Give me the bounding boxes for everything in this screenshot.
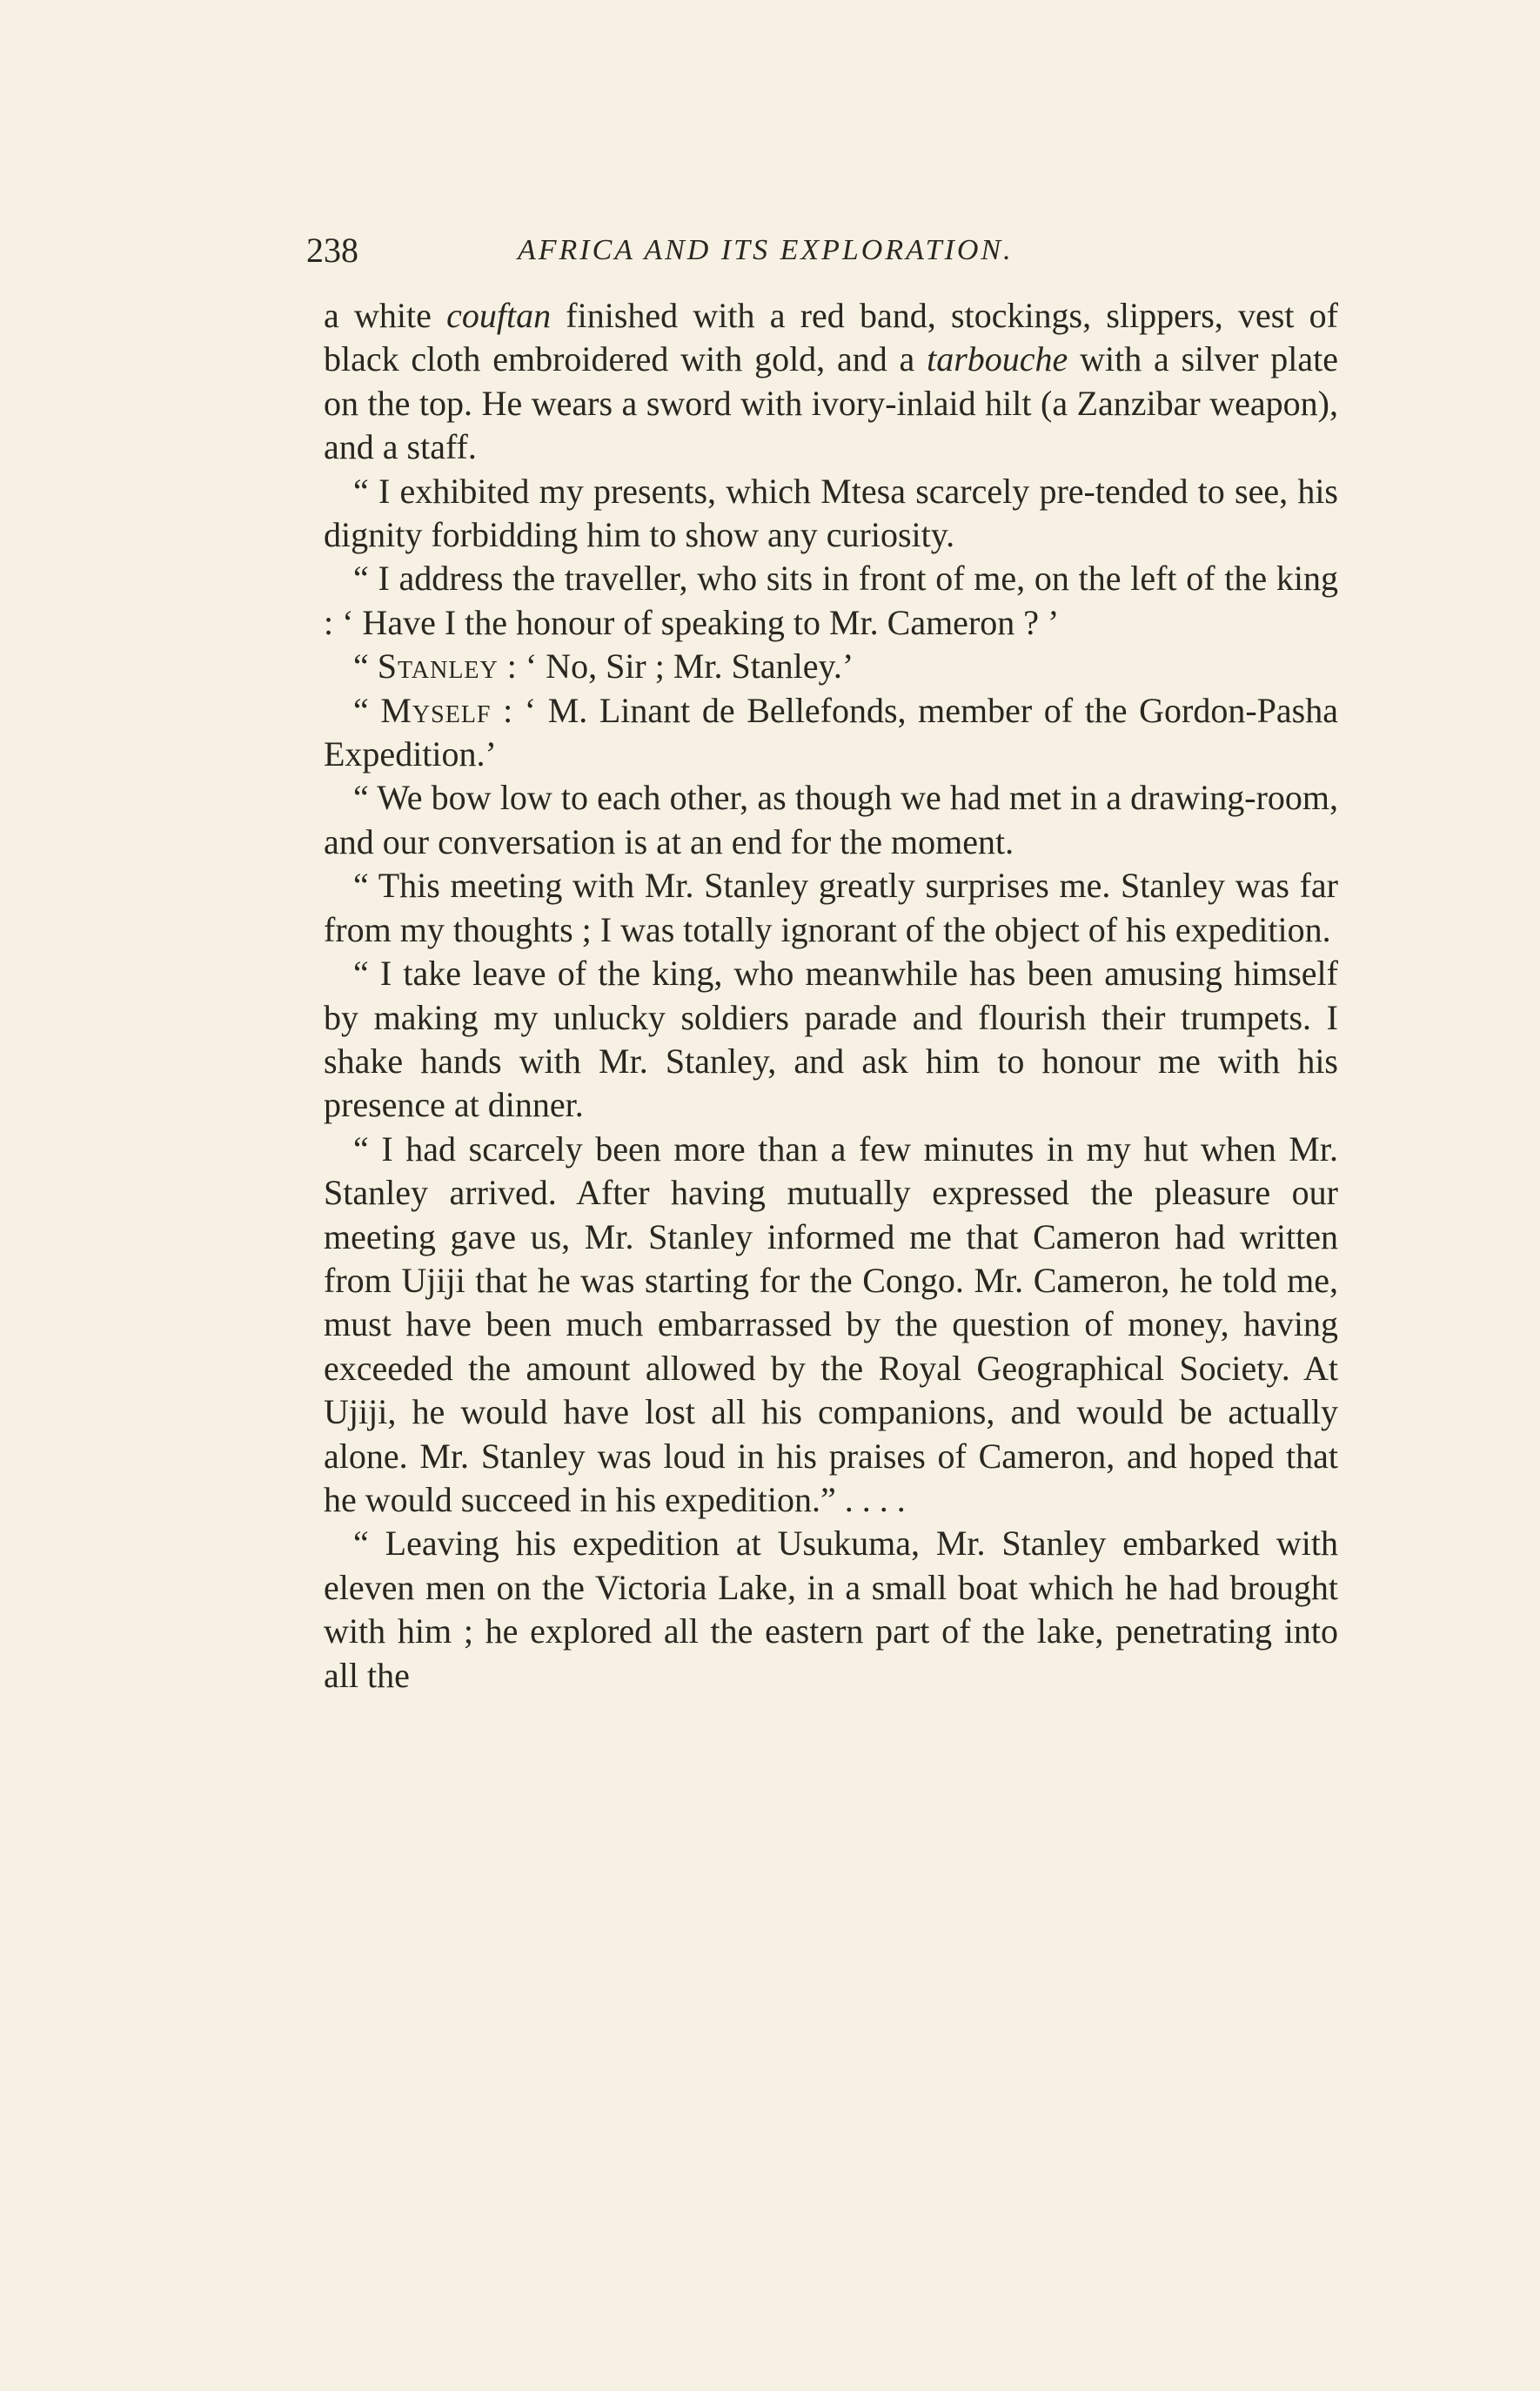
- text-span: : ‘ No, Sir ; Mr. Stanley.’: [498, 646, 854, 686]
- text-span: “ Leaving his expedition at Usukuma, Mr. Stanley embarked with eleven men on the Victoria Lake, in a small boat which he had brought with him ; he explored all the eastern part of the lake, penetrating into all the: [324, 1524, 1338, 1695]
- paragraph: [324, 294, 1338, 470]
- text-span: “ We bow low to each other, as though we had met in a drawing-room, and our conversation is at an end for the moment.: [324, 778, 1338, 861]
- paragraph: [324, 645, 1338, 688]
- paragraph: [324, 689, 1338, 777]
- paragraph: [324, 952, 1338, 1128]
- paragraph: [324, 776, 1338, 864]
- text-span: “: [353, 646, 378, 686]
- paragraph: [324, 1522, 1338, 1698]
- text-span: “ I address the traveller, who sits in front of me, on the left of the king : ‘ Have I the honour of speaking to Mr. Cameron ? ’: [324, 559, 1338, 642]
- text-span: a white: [324, 296, 447, 335]
- text-span: “ This meeting with Mr. Stanley greatly surprises me. Stanley was far from my thoughts ; I was totally ignorant of the object of his expedition.: [324, 866, 1338, 949]
- paragraph: [324, 557, 1338, 645]
- paragraph: [324, 470, 1338, 558]
- text-span: finished with a red band, stockings, slippers, vest of black cloth embroidered with gold, and a: [324, 296, 1338, 379]
- page-header: [306, 224, 1338, 277]
- italic-term: tarbouche: [927, 339, 1068, 379]
- speaker-name: Stanley: [377, 646, 499, 686]
- page-number: 238: [306, 231, 358, 270]
- text-span: “ I take leave of the king, who meanwhile has been amusing himself by making my unlucky soldiers parade and flourish their trumpets. I shake hands with Mr. Stanley, and ask him to honour me with his presence at dinner.: [324, 954, 1338, 1125]
- running-title: AFRICA AND ITS EXPLORATION.: [518, 234, 1014, 266]
- text-span: with a silver plate on the top. He wears a sword with ivory-inlaid hilt (a Zanzibar weapon), and a staff.: [324, 339, 1339, 467]
- speaker-name: Myself: [380, 690, 492, 730]
- text-span: “ I exhibited my presents, which Mtesa scarcely pre-tended to see, his dignity forbidding him to show any curiosity.: [324, 471, 1338, 555]
- paragraph: [324, 864, 1338, 952]
- italic-term: couftan: [446, 296, 552, 335]
- body-text: [324, 294, 1338, 1698]
- text-span: “: [353, 690, 381, 730]
- paragraph: [324, 1128, 1338, 1523]
- text-span: : ‘ M. Linant de Bellefonds, member of the Gordon-Pasha Expedition.’: [324, 690, 1338, 774]
- text-span: “ I had scarcely been more than a few minutes in my hut when Mr. Stanley arrived. After having mutually expressed the pleasure our meeting gave us, Mr. Stanley informed me that Cameron had written from Ujiji that he was starting for the Congo. Mr. Cameron, he told me, must have been much embarrassed by the question of money, having exceeded the amount allowed by the Royal Geographical Society. At Ujiji, he would have lost all his companions, and would be actually alone. Mr. Stanley was loud in his praises of Cameron, and hoped that he would succeed in his expedition.” . . . .: [324, 1129, 1338, 1519]
